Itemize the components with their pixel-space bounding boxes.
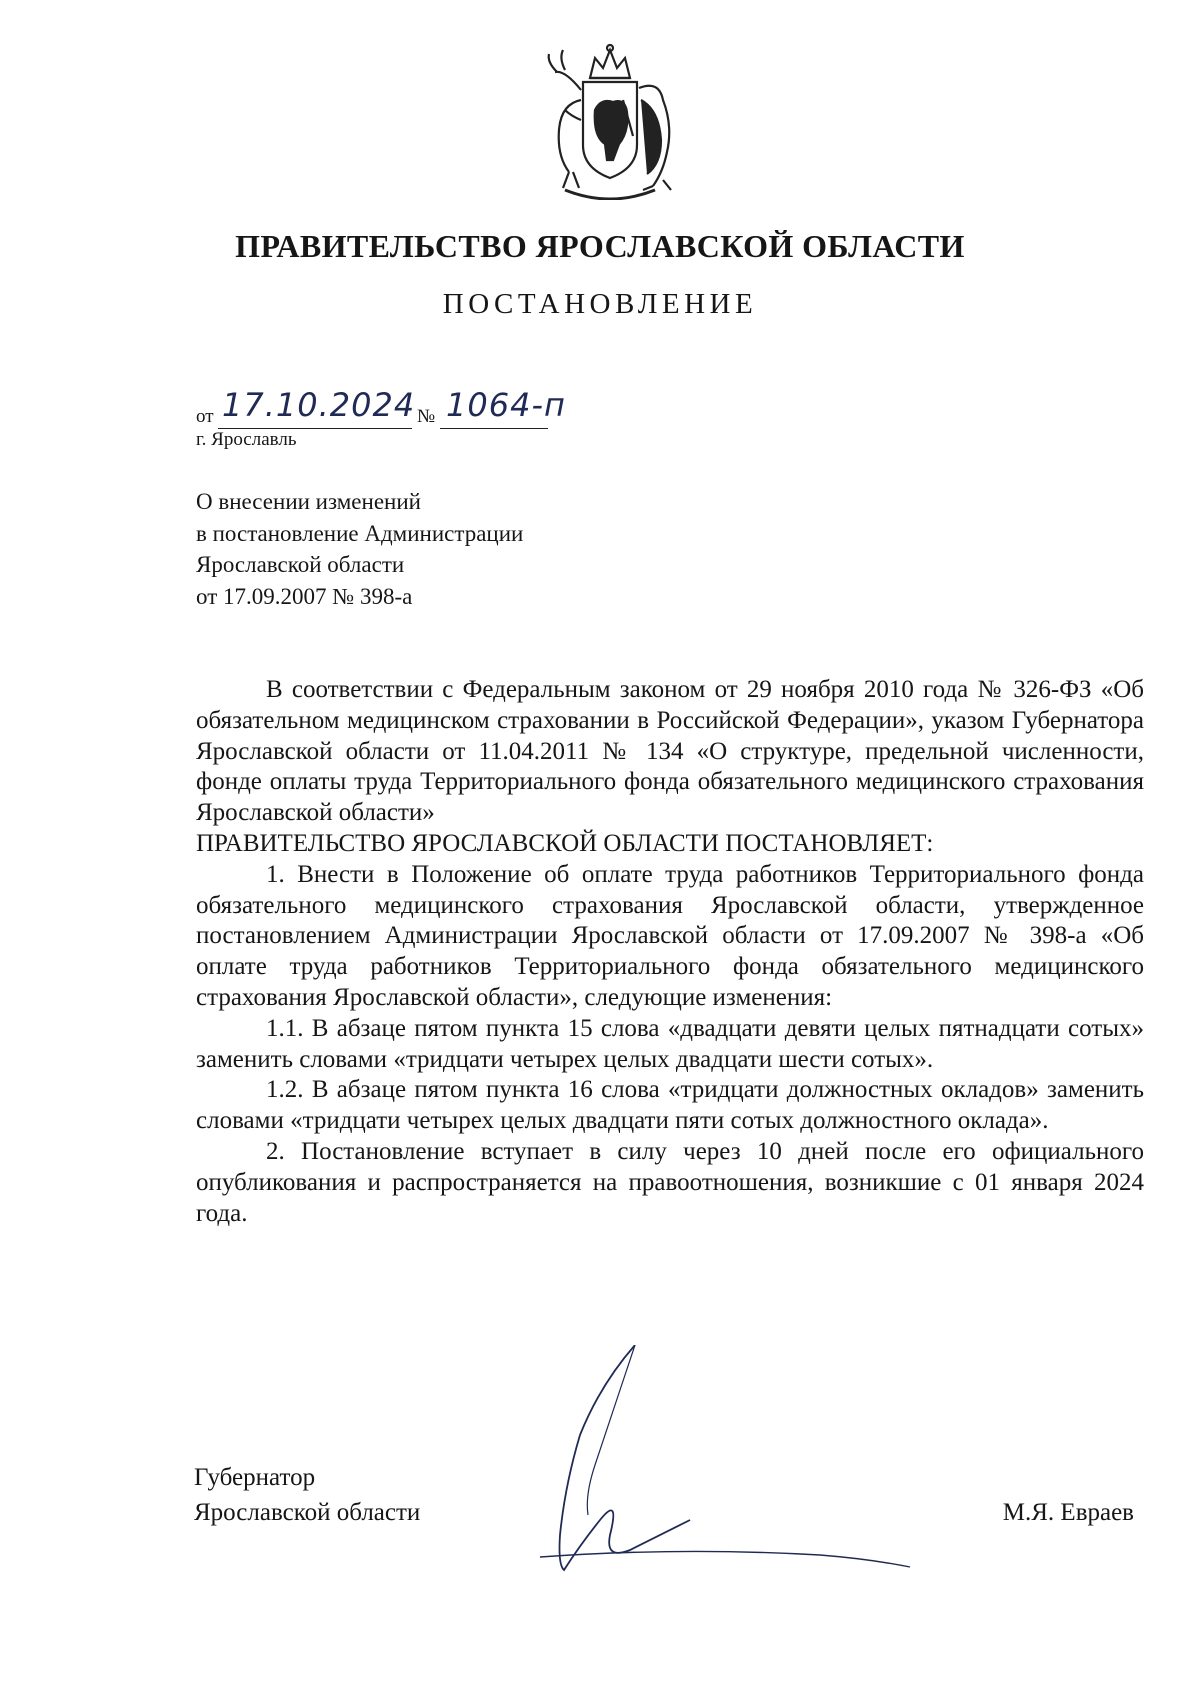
subject-line: Ярославской области [196,552,405,577]
document-date-number [196,386,616,432]
date-prefix: от [196,406,214,427]
coat-of-arms-icon [535,40,685,200]
subject-line: О внесении изменений [196,489,421,514]
subject-line: в постановление Администрации [196,520,524,546]
resolution-heading: ПРАВИТЕЛЬСТВО ЯРОСЛАВСКОЙ ОБЛАСТИ ПОСТАНОВЛЯЕТ: [196,829,934,857]
item-1-1-paragraph: 1.1. В абзаце пятом пункта 15 слова «двадцати девяти целых пятнадцати сотых» заменить словами «тридцати четырех целых двадцати шести сотых». [196,1014,1144,1073]
item-2-paragraph: 2. Постановление вступает в силу через 10 дней после его официального опубликования и распространяется на правоотношения, возникшие с 01 января 2024 года. [196,1137,1144,1227]
subject-line: от 17.09.2007 № 398-а [196,583,413,609]
signer-name: М.Я. Евраев [1002,1499,1134,1526]
document-body [196,675,1144,1229]
signer-position [194,1460,420,1530]
document-date: 17.10.2024 [222,386,416,424]
item-1-paragraph: 1. Внести в Положение об оплате труда работников Территориального фонда обязательного медицинского страхования Ярославской области, утвержденное постановлением Администрации Ярославской области от 17.09.2007 № 398-а «Об оплате труда работников Территориального фонда обязательного медицинского страхования Ярославской области», следующие изменения: [196,860,1144,1011]
signer-position-line: Губернатор [194,1464,316,1491]
organization-title: ПРАВИТЕЛЬСТВО ЯРОСЛАВСКОЙ ОБЛАСТИ [235,228,965,264]
document-number: 1064-п [446,386,566,424]
preamble-paragraph: В соответствии с Федеральным законом от 29 ноября 2010 года № 326-ФЗ «Об обязательном медицинском страховании в Российской Федерации», указом Губернатора Ярославской области от 11.04.2011 № 134 «О структуре, предельной численности, фонде оплаты труда Территориального фонда обязательного медицинского страхования Ярославской области» [196,676,1144,827]
number-underline [440,428,548,429]
signature-block [0,1450,1200,1590]
issue-city: г. Ярославль [196,429,297,450]
document-type: ПОСТАНОВЛЕНИЕ [442,288,758,320]
signer-position-line: Ярославской области [194,1499,421,1526]
document-subject [196,486,523,612]
item-1-2-paragraph: 1.2. В абзаце пятом пункта 16 слова «тридцати должностных окладов» заменить словами «тридцати четырех целых двадцати пяти сотых должностного оклада». [196,1076,1144,1135]
number-prefix: № [417,406,436,427]
